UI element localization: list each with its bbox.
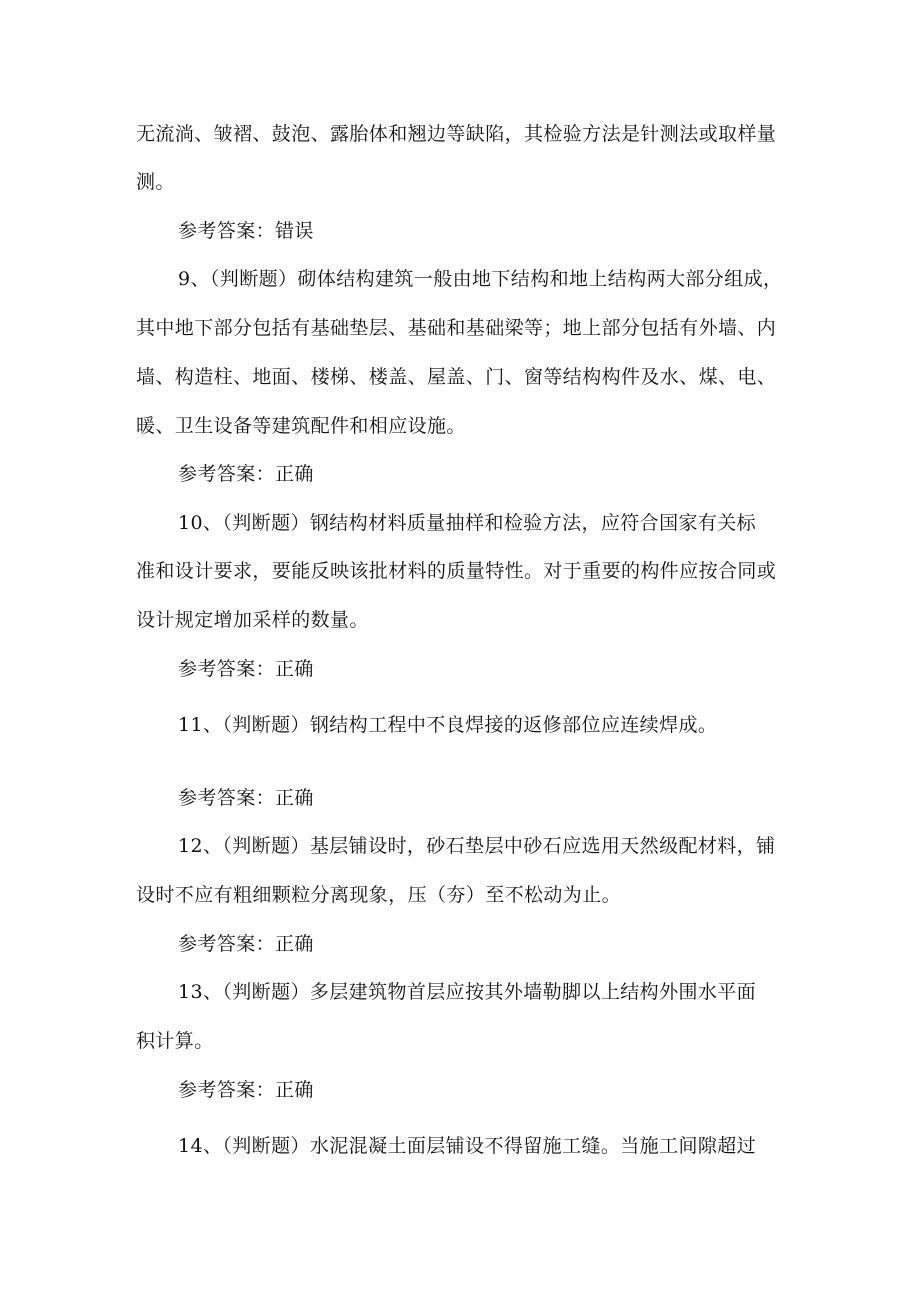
q9-answer: 参考答案：正确 <box>178 463 314 485</box>
q8-text-line-2: 无流淌、皱褶、鼓泡、露胎体和翘边等缺陷，其检验方法是针测法或取样量 <box>136 123 777 145</box>
q10-question-line-1: 10、（判断题）钢结构材料质量抽样和检验方法，应符合国家有关标 <box>178 512 757 534</box>
q12-question-line-1: 12、（判断题）基层铺设时，砂石垫层中砂石应选用天然级配材料，铺 <box>178 835 776 857</box>
q14-question-line-1: 14、（判断题）水泥混凝土面层铺设不得留施工缝。当施工间隙超过 <box>178 1135 757 1157</box>
q9-question-line-1: 9、（判断题）砌体结构建筑一般由地下结构和地上结构两大部分组成， <box>178 268 783 290</box>
q11-question-line-1: 11、（判断题）钢结构工程中不良焊接的返修部位应连续焊成。 <box>178 714 718 736</box>
q9-question-line-3: 墙、构造柱、地面、楼梯、楼盖、屋盖、门、窗等结构构件及水、煤、电、 <box>136 366 777 388</box>
q10-answer: 参考答案：正确 <box>178 658 314 680</box>
q11-answer: 参考答案：正确 <box>178 787 314 809</box>
q9-question-line-4: 暖、卫生设备等建筑配件和相应设施。 <box>136 415 466 437</box>
q13-question-line-2: 积计算。 <box>136 1030 214 1052</box>
q10-question-line-2: 准和设计要求，要能反映该批材料的质量特性。对于重要的构件应按合同或 <box>136 560 777 582</box>
q12-question-line-2: 设时不应有粗细颗粒分离现象，压（夯）至不松动为止。 <box>136 884 622 906</box>
q8-answer: 参考答案：错误 <box>178 220 314 242</box>
q13-question-line-1: 13、（判断题）多层建筑物首层应按其外墙勒脚以上结构外围水平面 <box>178 981 757 1003</box>
q10-question-line-3: 设计规定增加采样的数量。 <box>136 609 369 631</box>
q13-answer: 参考答案：正确 <box>178 1079 314 1101</box>
q8-text-line-3: 测。 <box>136 171 175 193</box>
q9-question-line-2: 其中地下部分包括有基础垫层、基础和基础梁等；地上部分包括有外墙、内 <box>136 317 777 339</box>
q12-answer: 参考答案：正确 <box>178 933 314 955</box>
